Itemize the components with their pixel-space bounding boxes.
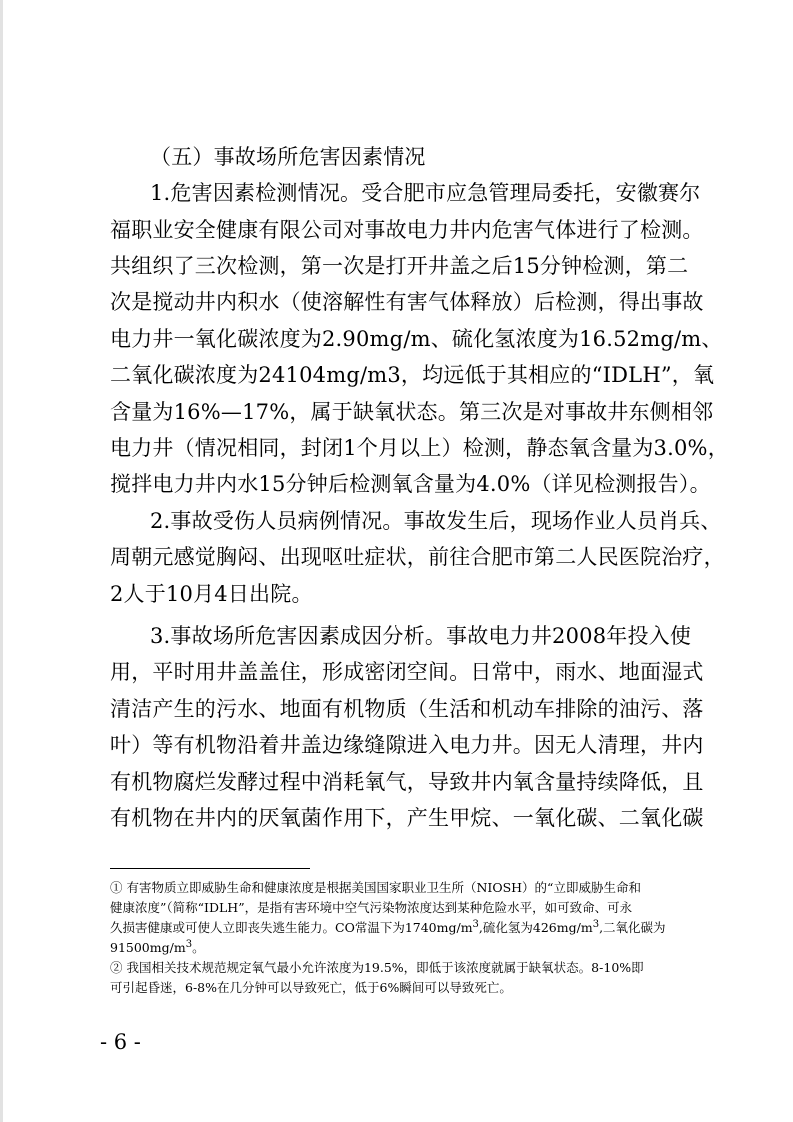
paragraph-line: 电力井（情况相同，封闭1个月以上）检测，静态氧含量为3.0%， xyxy=(110,436,729,460)
paragraph-line xyxy=(110,363,715,387)
superscript: 3 xyxy=(592,918,600,930)
paragraph-line: 2人于10月4日出院。 xyxy=(110,582,313,606)
text-run: 二氧化碳浓度为24104mg/m3，均远低于其相应的“IDLH” xyxy=(110,363,672,387)
paragraph-line: 2.事故受伤人员病例情况。事故发生后，现场作业人员肖兵、 xyxy=(150,509,722,533)
footnote-line: ② 我国相关技术规范规定氧气最小允许浓度为19.5%，即低于该浓度就属于缺氧状态。8-10%即 xyxy=(110,960,644,975)
footnote-line: 可引起昏迷，6-8%在几分钟可以导致死亡，低于6%瞬间可以导致死亡。 xyxy=(110,980,512,995)
text-run: 91500mg/m xyxy=(110,940,186,955)
text-run: ，氧 xyxy=(671,363,715,387)
paragraph-line: 3.事故场所危害因素成因分析。事故电力井2008年投入使 xyxy=(150,624,692,648)
text-run: 久损害健康或可使人立即丧失逃生能力。CO常温下为1740mg/m xyxy=(110,920,473,935)
page-edge-shadow xyxy=(0,0,3,1122)
page-number: - 6 - xyxy=(100,1030,141,1054)
paragraph-line: 叶）等有机物沿着井盖边缘缝隙进入电力井。因无人清理，井内 xyxy=(110,733,704,757)
paragraph-line: 福职业安全健康有限公司对事故电力井内危害气体进行了检测。 xyxy=(110,218,704,242)
section-heading: （五）事故场所危害因素情况 xyxy=(150,145,426,169)
superscript: 3 xyxy=(472,918,479,930)
text-run: ，属于缺氧状态。第三次是对事故井东侧相邻 xyxy=(289,400,714,424)
footnote-line xyxy=(110,918,710,938)
paragraph-line: 有机物腐烂发酵过程中消耗氧气，导致井内氧含量持续降低，且 xyxy=(110,770,704,794)
text-run: 电力井一氧化碳浓度为2.90mg/m xyxy=(110,327,431,351)
paragraph-line: 搅拌电力井内水15分钟后检测氧含量为4.0%（详见检测报告）。 xyxy=(110,472,711,496)
text-run: ,二氧化碳为 xyxy=(599,920,666,935)
paragraph-line: 用，平时用井盖盖住，形成密闭空间。日常中，雨水、地面湿式 xyxy=(110,660,704,684)
paragraph-line: 1.危害因素检测情况。受合肥市应急管理局委托，安徽赛尔 xyxy=(150,181,701,205)
paragraph-line: 共组织了三次检测，第一次是打开井盖之后15分钟检测，第二 xyxy=(110,254,689,278)
text-run: ,硫化氢为426mg/m xyxy=(478,920,593,935)
footnote-line xyxy=(110,938,710,958)
superscript: 3 xyxy=(185,938,193,950)
text-run: 含量为16%—17% xyxy=(110,400,290,424)
text-run: 。 xyxy=(192,940,205,955)
paragraph-line: 有机物在井内的厌氧菌作用下，产生甲烷、一氧化碳、二氧化碳 xyxy=(110,806,704,830)
footnote-separator xyxy=(110,868,310,869)
text-run: 、硫化氢浓度为16.52mg/m xyxy=(430,327,702,351)
footnote-line: ① 有害物质立即威胁生命和健康浓度是根据美国国家职业卫生所（NIOSH）的“立即威胁生命和 xyxy=(110,880,641,895)
paragraph-line xyxy=(110,327,723,351)
text-run: 、 xyxy=(701,327,723,351)
footnote-line: 健康浓度”（简称“IDLH”，是指有害环境中空气污染物浓度达到某种危险水平，如可致命、可永 xyxy=(110,900,633,915)
paragraph-line: 清洁产生的污水、地面有机物质（生活和机动车排除的油污、落 xyxy=(110,697,704,721)
paragraph-line: 次是搅动井内积水（使溶解性有害气体释放）后检测，得出事故 xyxy=(110,290,704,314)
paragraph-line xyxy=(110,400,714,424)
paragraph-line: 周朝元感觉胸闷、出现呕吐症状，前往合肥市第二人民医院治疗， xyxy=(110,545,725,569)
